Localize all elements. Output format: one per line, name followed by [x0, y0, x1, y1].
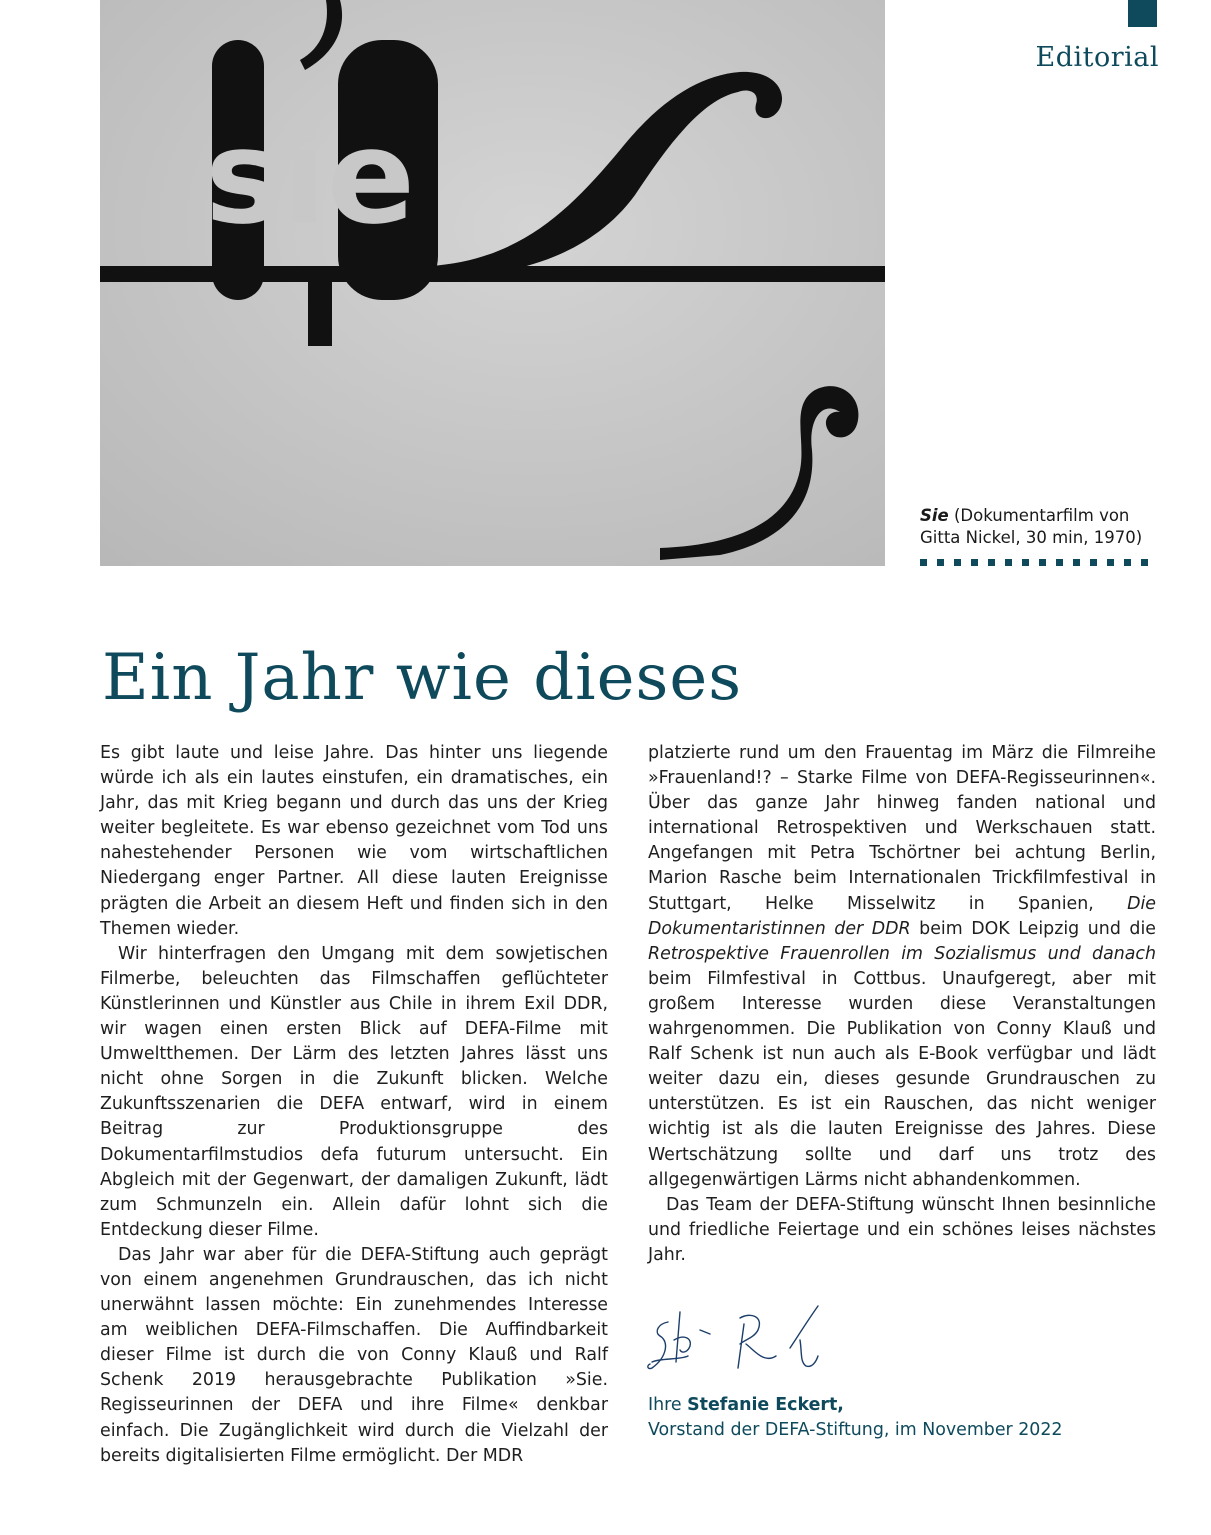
body-paragraph: Das Jahr war aber für die DEFA-Stiftung auch geprägt von einem angenehmen Grundrauschen, das ich nicht unerwähnt lassen möchte: Ein zunehmendes Interesse am weiblichen DEFA-Filmschaffen. Die Auffindbarkeit dieser Filme ist durch die von Conny Klauß und Ralf Schenk 2019 herausgebrachte Publikation »Sie. Regisseurinnen der DEFA und ihre Filme« denkbar einfach. Die Zugänglichkeit wird durch die Vielzahl der bereits digitalisierten Filme ermöglicht. Der MDR [100, 1244, 608, 1466]
corner-accent-block [1128, 0, 1157, 27]
film-title-italic: Die Dokumentaristinnen der DDR [648, 893, 1156, 939]
caption-title: Sie [920, 506, 949, 525]
signoff-role: Vorstand der DEFA-Stiftung, im November 2022 [648, 1420, 1063, 1440]
handwritten-signature [640, 1300, 840, 1380]
signoff-name: Stefanie Eckert, [687, 1395, 844, 1415]
dotted-divider [920, 559, 1148, 566]
body-column-left [100, 741, 608, 1469]
film-still-photo [100, 0, 885, 566]
signoff [648, 1393, 1062, 1443]
photo-lettering: sie [205, 101, 416, 253]
photo-caption [920, 505, 1160, 549]
caption-text: (Dokumentarfilm von Gitta Nickel, 30 min, 1970) [920, 506, 1143, 547]
film-title-italic: Retrospektive Frauenrollen im Sozialismus und danach [648, 943, 1156, 964]
body-paragraph: platzierte rund um den Frauentag im März die Filmreihe »Frauenland!? – Starke Filme von DEFA-Regisseurinnen«. Über das ganze Jahr hinweg fanden national und international Retrospektiven und Werkschauen statt. Angefangen mit Petra Tschörtner bei achtung Berlin, Marion Rasche beim Internationalen Trickfilmfestival in Stuttgart, Helke Misselwitz in Spanien, Die Dokumentaristinnen der DDR beim DOK Leipzig und die Retrospektive Frauenrollen im Sozialismus und danach beim Filmfestival in Cottbus. Unaufgeregt, aber mit großem Interesse wurden diese Veranstaltungen wahrgenommen. Die Publikation von Conny Klauß und Ralf Schenk ist nun auch als E-Book verfügbar und lädt weiter dazu ein, dieses gesunde Grundrauschen zu unterstützen. Es ist ein Rauschen, das nicht weniger wichtig ist als die lauten Ereignisse des Jahres. Diese Wertschätzung sollte und darf uns trotz des allgegenwärtigen Lärms nicht abhandenkommen. [648, 743, 1156, 1190]
section-label: Editorial [1035, 42, 1159, 73]
signoff-prefix: Ihre [648, 1395, 688, 1415]
body-paragraph: Wir hinterfragen den Umgang mit dem sowjetischen Filmerbe, beleuchten das Filmschaffen geflüchteter Künstlerinnen und Künstler aus Chile in ihrem Exil DDR, wir wagen einen ersten Blick auf DEFA-Filme mit Umweltthemen. Der Lärm des letzten Jahres lässt uns nicht ohne Sorgen in die Zukunft blicken. Welche Zukunftsszenarien die DEFA entwarf, wird in einem Beitrag zur Produktionsgruppe des Dokumentarfilmstudios defa futurum untersucht. Ein Abgleich mit der Gegenwart, der damaligen Zukunft, lädt zum Schmunzeln ein. Allein dafür lohnt sich die Entdeckung dieser Filme. [100, 943, 608, 1240]
article-headline: Ein Jahr wie dieses [102, 641, 743, 715]
body-paragraph: Es gibt laute und leise Jahre. Das hinter uns liegende würde ich als ein lautes einstufen, ein dramatisches, ein Jahr, das mit Krieg begann und durch das uns der Krieg weiter begleitete. Es war ebenso gezeichnet vom Tod uns nahestehender Personen wie vom wirtschaftlichen Niedergang enger Partner. All diese lauten Ereignisse prägten die Arbeit an diesem Heft und finden sich in den Themen wieder. [100, 743, 608, 939]
body-column-right [648, 741, 1156, 1268]
body-paragraph: Das Team der DEFA-Stiftung wünscht Ihnen besinnliche und friedliche Feiertage und ein schönes leises nächstes Jahr. [648, 1194, 1156, 1265]
